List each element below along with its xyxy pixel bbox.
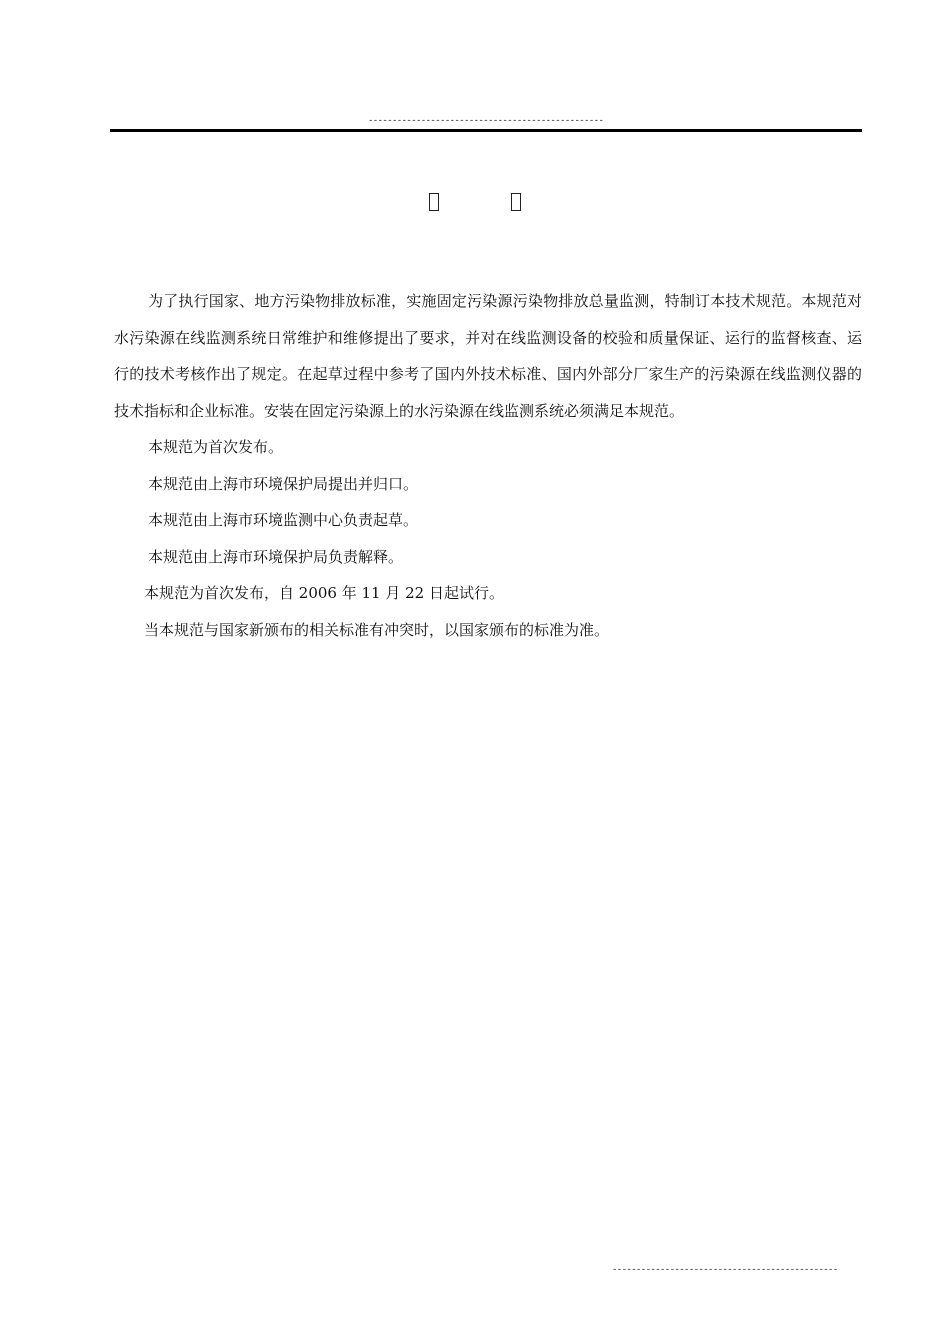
- paragraph-conflict-rule: 当本规范与国家新颁布的相关标准有冲突时，以国家颁布的标准为准。: [144, 620, 610, 639]
- paragraph-trial-date: 本规范为首次发布，自 2006 年 11 月 22 日起试行。: [144, 584, 504, 602]
- header-rule: [110, 129, 862, 132]
- paragraph-interpreted-by: 本规范由上海市环境保护局负责解释。: [148, 547, 404, 566]
- paragraph-proposed-by: 本规范由上海市环境保护局提出并归口。: [148, 474, 419, 493]
- paragraph-first-release: 本规范为首次发布。: [148, 438, 284, 456]
- document-body: [114, 283, 862, 648]
- page-title: [0, 188, 950, 214]
- header-dash-line: -------------------------------------------------: [368, 116, 604, 126]
- footer-dash-line: -----------------------------------------------: [612, 1265, 838, 1275]
- missing-glyph-icon: [429, 193, 439, 211]
- paragraph-intro: 为了执行国家、地方污染物排放标准，实施固定污染源污染物排放总量监测，特制订本技术规范。本规范对水污染源在线监测系统日常维护和维修提出了要求，并对在线监测设备的校验和质量保证、运行的监督核查、运行的技术考核作出了规定。在起草过程中参考了国内外技术标准、国内外部分厂家生产的污染源在线监测仪器的技术指标和企业标准。安装在固定污染源上的水污染源在线监测系统必须满足本规范。: [114, 292, 862, 420]
- paragraph-drafted-by: 本规范由上海市环境监测中心负责起草。: [148, 511, 419, 529]
- missing-glyph-icon: [511, 193, 521, 211]
